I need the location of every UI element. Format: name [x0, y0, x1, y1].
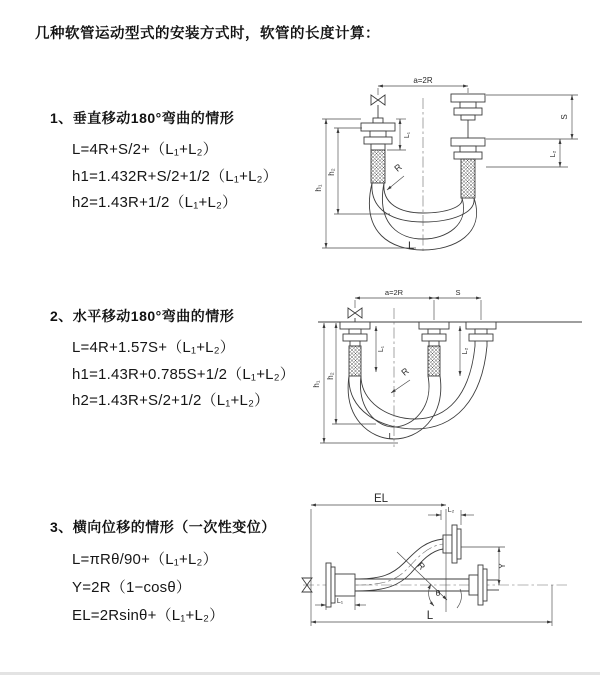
dim-label-y: Y: [498, 563, 507, 569]
formula: Y=2R（1−cosθ）: [72, 579, 192, 596]
section-1: [50, 108, 278, 217]
formula: h2=1.43R+S/2+1/2（L₁+L₂）: [72, 392, 270, 409]
braid-section: [371, 150, 385, 183]
page-title: 几种软管运动型式的安装方式时，软管的长度计算：: [35, 26, 380, 42]
diagram-vertical-bend: [310, 66, 595, 258]
dim-label-r: R: [415, 560, 428, 572]
formula: EL=2Rsinθ+（L₁+L₂）: [72, 607, 225, 624]
dim-label-h1: h₁: [314, 184, 323, 192]
dim-s: [486, 95, 578, 139]
section-3-heading: 3、横向位移的情形（一次性变位）: [50, 519, 276, 535]
section-3-formulas: [72, 546, 276, 630]
hose-u-arcs: [348, 346, 487, 439]
dim-l2: [486, 139, 568, 167]
dim-l2: [428, 507, 474, 525]
diagram-lateral-displacement: [297, 492, 597, 642]
dim-s: [434, 288, 481, 298]
dim-label-theta: θ: [435, 588, 441, 598]
dim-label-l: L: [388, 431, 394, 441]
left-flange: [361, 118, 395, 183]
dim-label-el: EL: [373, 493, 389, 505]
dim-a2r: [355, 288, 434, 298]
dim-label-l1: L₁: [336, 598, 344, 605]
section-1-formulas: [72, 137, 278, 217]
formula: h2=1.43R+1/2（L₁+L₂）: [72, 194, 238, 211]
valve-icon: [348, 308, 362, 322]
dim-label-l: L: [426, 610, 434, 622]
dim-label-h1: h₁: [312, 380, 321, 388]
dim-label-l2: L₂: [550, 150, 557, 158]
formula: h1=1.43R+0.785S+1/2（L₁+L₂）: [72, 365, 295, 383]
dim-label-r: R: [392, 161, 404, 174]
dim-label-h2: h₂: [326, 372, 335, 380]
dim-label-s: S: [455, 288, 461, 297]
braid-section: [428, 346, 440, 376]
braid-section: [461, 159, 475, 198]
dim-l1: [376, 326, 385, 372]
formula: L=πRθ/90+（L₁+L₂）: [72, 551, 218, 568]
dim-l1: [315, 596, 366, 610]
middle-flange: [419, 322, 449, 376]
dim-label-s: S: [560, 114, 569, 120]
braid-section: [349, 346, 361, 376]
left-flange: [340, 322, 370, 376]
section-1-heading: 1、垂直移动180°弯曲的情形: [50, 110, 235, 126]
dim-label-h2: h₂: [327, 168, 336, 176]
radius-callout: [387, 161, 404, 190]
section-2-heading: 2、水平移动180°弯曲的情形: [50, 308, 235, 324]
section-3: [50, 517, 276, 630]
valve-icon: [371, 95, 385, 118]
dim-label-l2: L₂: [462, 347, 469, 355]
dim-a2r: [378, 76, 468, 95]
right-flange: [466, 322, 496, 346]
right-flange-column: [451, 94, 485, 198]
formula: L=4R+1.57S+（L₁+L₂）: [72, 339, 235, 356]
dim-label-a2r: a=2R: [384, 288, 404, 297]
dim-l2: [460, 326, 469, 376]
section-2-formulas: [72, 335, 295, 415]
dim-label-l2: L₂: [447, 507, 455, 514]
dim-label-r: R: [399, 365, 411, 378]
diagram-horizontal-bend: [310, 280, 595, 454]
dim-label-l1: L₁: [378, 345, 385, 353]
formula: L=4R+S/2+（L₁+L₂）: [72, 141, 218, 158]
dim-label-a2r: a=2R: [413, 76, 433, 85]
formula: h1=1.432R+S/2+1/2（L₁+L₂）: [72, 167, 278, 185]
dim-label-l1: L₁: [404, 131, 411, 139]
dim-label-l: L: [407, 240, 415, 252]
section-2: [50, 306, 295, 415]
